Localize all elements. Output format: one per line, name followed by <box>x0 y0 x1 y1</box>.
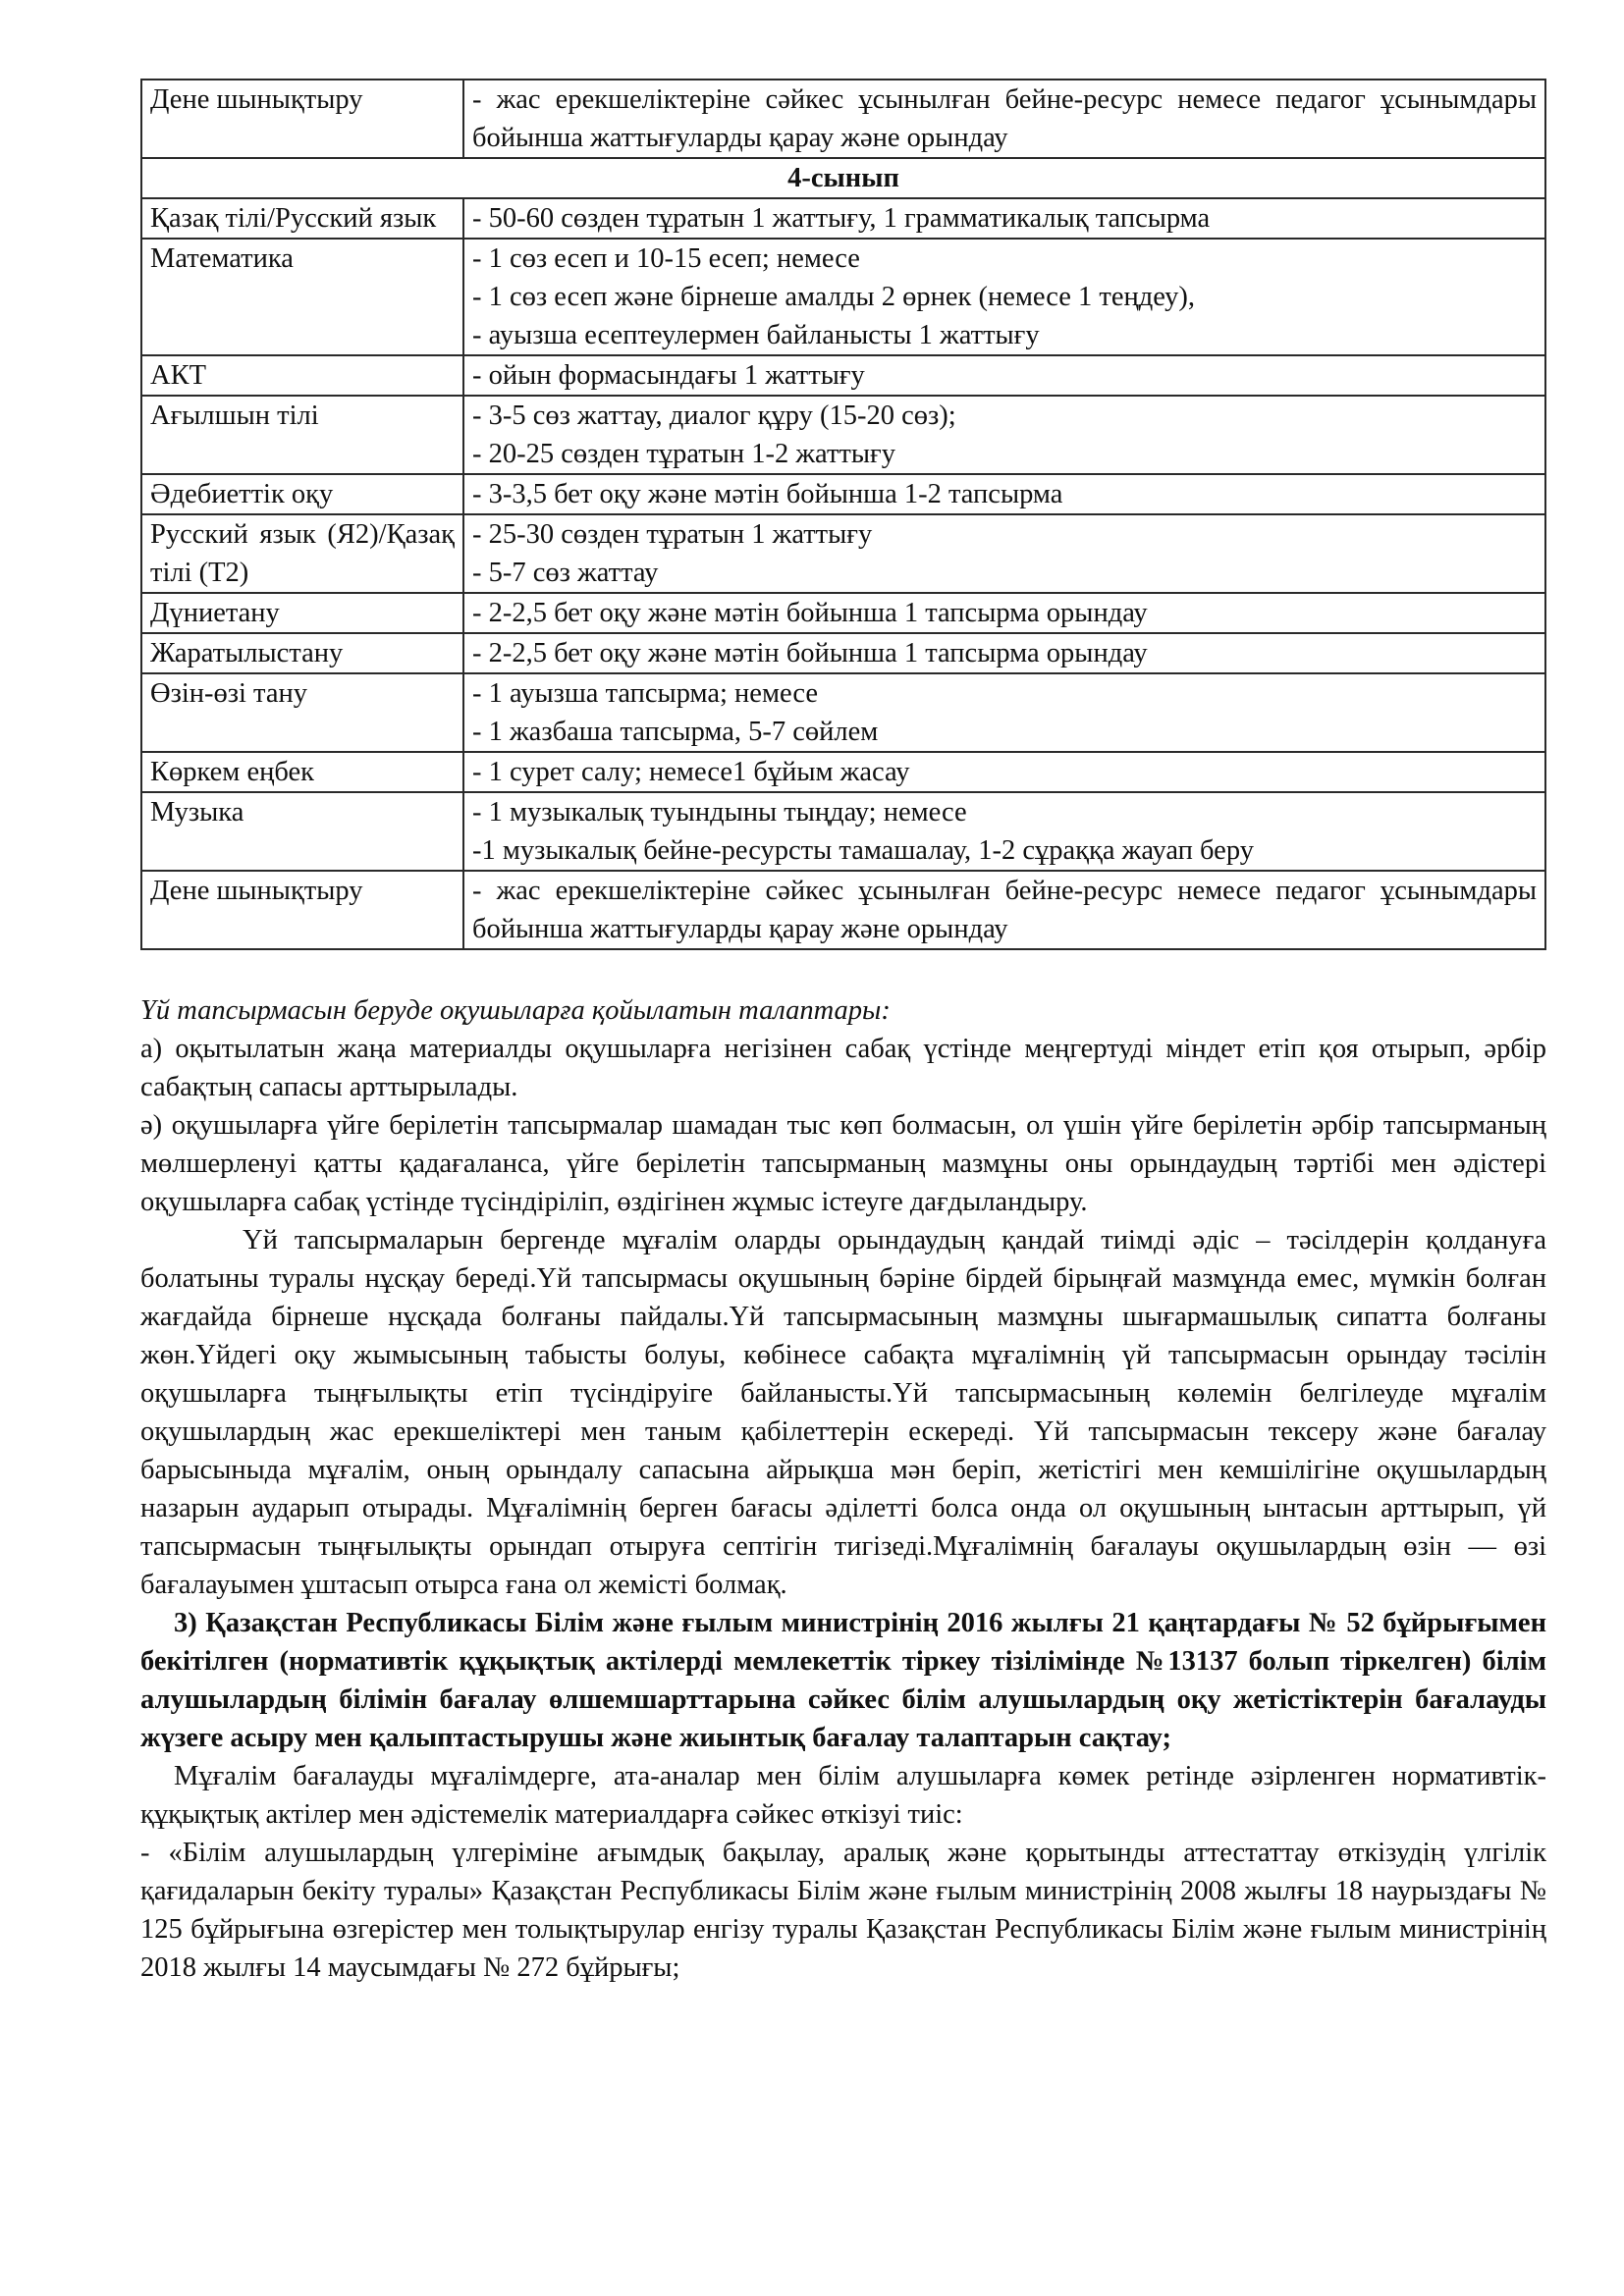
task-cell <box>463 239 1545 355</box>
grade-header-row <box>141 158 1545 198</box>
subject-cell: Көркем еңбек <box>141 752 463 792</box>
subject-cell: АКТ <box>141 355 463 396</box>
task-line: - 3-3,5 бет оқу және мәтін бойынша 1-2 тапсырма <box>472 479 1063 509</box>
task-line: - ауызша есептеулермен байланысты 1 жаттығу <box>472 320 1040 350</box>
table-row <box>141 474 1545 514</box>
table-row <box>141 633 1545 673</box>
subject-cell: Дүниетану <box>141 593 463 633</box>
task-line: - 3-5 сөз жаттау, диалог құру (15-20 сөз); <box>472 400 956 431</box>
homework-volume-table <box>140 79 1546 950</box>
task-line: - 1 ауызша тапсырма; немесе <box>472 678 818 709</box>
document-page <box>140 79 1546 1987</box>
table-row <box>141 198 1545 239</box>
subject-cell: Математика <box>141 239 463 355</box>
assessment-paragraph: Мұғалім бағалауды мұғалімдерге, ата-аналар мен білім алушыларға көмек ретінде әзірленген нормативтік-құқықтық актілер мен әдістемелік материалдарға сәйкес өткізуі тиіс: <box>140 1761 1546 1830</box>
task-line: - 20-25 сөзден тұратын 1-2 жаттығу <box>472 439 895 469</box>
task-line: - ойын формасындағы 1 жаттығу <box>472 360 865 391</box>
task-line: - 50-60 сөзден тұратын 1 жаттығу, 1 грамматикалық тапсырма <box>472 203 1211 234</box>
task-cell <box>463 673 1545 752</box>
task-line: - 2-2,5 бет оқу және мәтін бойынша 1 тапсырма орындау <box>472 638 1148 668</box>
subject-cell: Әдебиеттік оқу <box>141 474 463 514</box>
task-cell <box>463 593 1545 633</box>
task-cell <box>463 752 1545 792</box>
task-line: - 1 музыкалық туындыны тыңдау; немесе <box>472 797 967 828</box>
table-row <box>141 355 1545 396</box>
table-row <box>141 673 1545 752</box>
table-row <box>141 792 1545 871</box>
table-row <box>141 752 1545 792</box>
task-cell <box>463 514 1545 593</box>
task-cell <box>463 474 1545 514</box>
task-line: - 25-30 сөзден тұратын 1 жаттығу <box>472 519 873 550</box>
task-cell: - жас ерекшеліктеріне сәйкес ұсынылған бейне-ресурс немесе педагог ұсынымдары бойынша жаттығуларды қарау және орындау <box>463 80 1545 158</box>
table-row <box>141 593 1545 633</box>
task-line: -1 музыкалық бейне-ресурсты тамашалау, 1-2 сұраққа жауап беру <box>472 835 1254 866</box>
subject-cell: Дене шынықтыру <box>141 80 463 158</box>
requirements-heading: Үй тапсырмасын беруде оқушыларға қойылатын талаптары: <box>140 995 891 1026</box>
task-line: - 1 сөз есеп және бірнеше амалды 2 өрнек (немесе 1 теңдеу), <box>472 282 1196 312</box>
subject-cell: Қазақ тілі/Русский язык <box>141 198 463 239</box>
table-row <box>141 514 1545 593</box>
table-row <box>141 871 1545 949</box>
task-cell <box>463 198 1545 239</box>
subject-cell: Жаратылыстану <box>141 633 463 673</box>
table-row <box>141 239 1545 355</box>
task-line: - 1 сөз есеп и 10-15 есеп; немесе <box>472 243 860 274</box>
main-paragraph: Үй тапсырмаларын бергенде мұғалім оларды орындаудың қандай тиімді әдіс – тәсілдерін қолдануға болатыны туралы нұсқау береді.Үй тапсырмасы оқушының бәріне бірдей бірыңғай мазмұнда емес, мүмкін болған жағдайда бірнеше нұсқада болғаны пайдалы.Үй тапсырмасының мазмұны шығармашылық сипатта болғаны жөн.Үйдегі оқу жымысының табысты болуы, көбінесе сабақта мұғалімнің үй тапсырмасын орындау тәсілін оқушыларға тыңғылықты етіп түсіндіруіге байланысты.Үй тапсырмасының көлемін белгілеуде мұғалім оқушылардың жас ерекшеліктері мен таным қабілеттерін ескереді. Үй тапсырмасын тексеру және бағалау барысыныда мұғалім, оның орындалу сапасына айрықша мән беріп, жетістігі мен кемшілігіне оқушылардың назарын аударып отырады. Мұғалімнің берген бағасы әділетті болса онда ол оқушының ынтасын арттырып, үй тапсырмасын тыңғылықты орындап отыруға септігін тигізеді.Мұғалімнің бағалауы оқушылардың өзін — өзі бағалауымен ұштасып отырса ғана ол жемісті болмақ. <box>140 1225 1546 1600</box>
subject-cell: Музыка <box>141 792 463 871</box>
task-cell <box>463 633 1545 673</box>
task-line: - 1 жазбаша тапсырма, 5-7 сөйлем <box>472 717 879 747</box>
regulation-list-item: - «Білім алушылардың үлгеріміне ағымдық бақылау, аралық және қорытынды аттестаттау өткізудің үлгілік қағидаларын бекіту туралы» Қазақстан Республикасы Білім және ғылым министрінің 2008 жылғы 18 наурыздағы № 125 бұйрығына өзгерістер мен толықтырулар енгізу туралы Қазақстан Республикасы Білім және ғылым министрінің 2018 жылғы 14 маусымдағы № 272 бұйрығы; <box>140 1838 1546 1983</box>
grade-header: 4-сынып <box>141 158 1545 198</box>
subject-cell: Өзін-өзі тану <box>141 673 463 752</box>
task-line: - 2-2,5 бет оқу және мәтін бойынша 1 тапсырма орындау <box>472 598 1148 628</box>
task-line: - 5-7 сөз жаттау <box>472 558 659 588</box>
subject-cell: Дене шынықтыру <box>141 871 463 949</box>
task-line: - 1 сурет салу; немесе1 бұйым жасау <box>472 757 910 787</box>
section-3-heading: 3) Қазақстан Республикасы Білім және ғылым министрінің 2016 жылғы 21 қаңтардағы № 52 бұйрығымен бекітілген (нормативтік құқықтық актілерді мемлекеттік тіркеу тізілімінде №13137 болып тіркелген) білім алушылардың білімін бағалау өлшемшарттарына сәйкес білім алушылардың оқу жетістіктерін бағалауды жүзеге асыру мен қалыптастырушы және жиынтық бағалау талаптарын сақтау; <box>140 1608 1546 1753</box>
table-row <box>141 80 1545 158</box>
table-row <box>141 396 1545 474</box>
task-cell <box>463 396 1545 474</box>
requirement-item-ae: ә) оқушыларға үйге берілетін тапсырмалар шамадан тыс көп болмасын, ол үшін үйге берілетін әрбір тапсырманың мөлшерленуі қатты қадағаланса, үйге берілетін тапсырманың мазмұны оны орындаудың тәртібі мен әдістері оқушыларға сабақ үстінде түсіндіріліп, өздігінен жұмыс істеуге дағдыландыру. <box>140 1110 1546 1217</box>
body-text <box>140 991 1546 1987</box>
task-cell <box>463 355 1545 396</box>
task-cell <box>463 792 1545 871</box>
task-cell: - жас ерекшеліктеріне сәйкес ұсынылған бейне-ресурс немесе педагог ұсынымдары бойынша жаттығуларды қарау және орындау <box>463 871 1545 949</box>
requirement-item-a: а) оқытылатын жаңа материалды оқушыларға негізінен сабақ үстінде меңгертуді міндет етіп қоя отырып, әрбір сабақтың сапасы арттырылады. <box>140 1034 1546 1102</box>
subject-cell: Русский язык (Я2)/Қазақ тілі (Т2) <box>141 514 463 593</box>
subject-cell: Ағылшын тілі <box>141 396 463 474</box>
